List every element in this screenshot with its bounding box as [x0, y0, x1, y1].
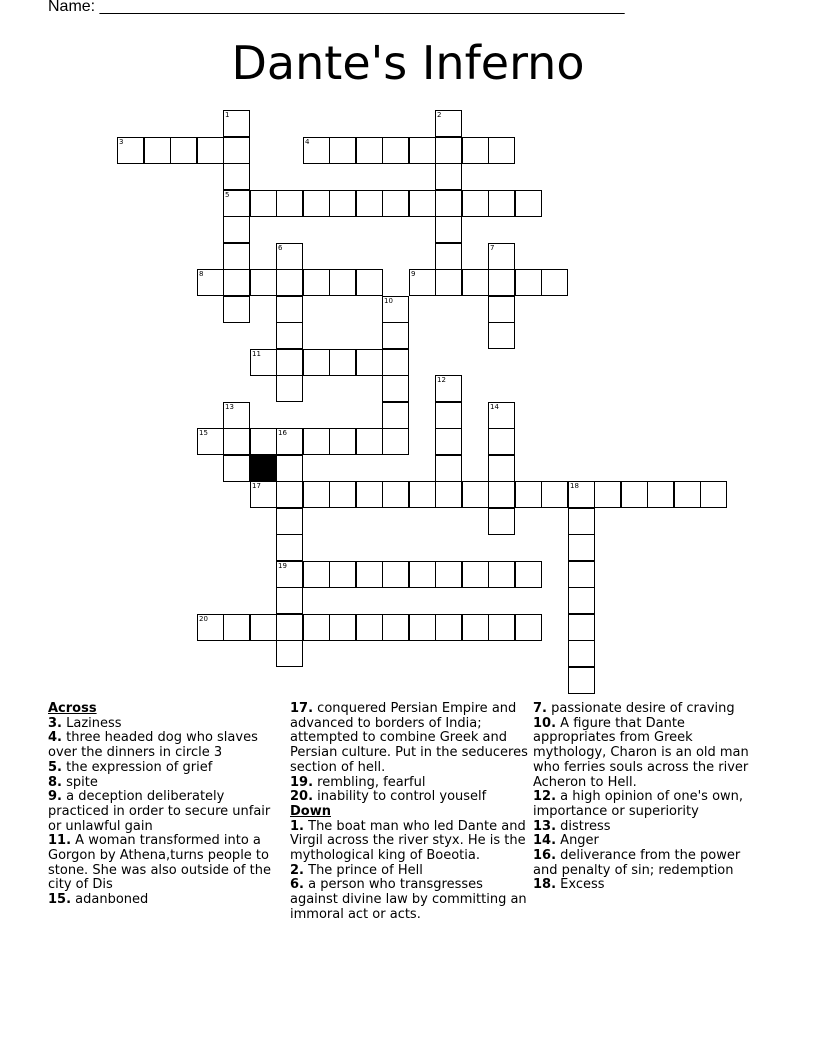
grid-cell[interactable]	[382, 137, 409, 164]
clue-number: 7	[490, 244, 495, 252]
clue-down-13: 13. distress	[533, 818, 611, 834]
grid-cell[interactable]	[488, 269, 515, 296]
grid-cell[interactable]	[329, 137, 356, 164]
clue-number: 19	[278, 562, 287, 570]
grid-cell[interactable]	[223, 110, 250, 137]
grid-cell[interactable]	[409, 614, 436, 641]
grid-cell[interactable]	[515, 269, 542, 296]
clue-number: 10	[384, 297, 393, 305]
grid-cell[interactable]	[250, 349, 277, 376]
clue-across-3: 3. Laziness	[48, 715, 122, 731]
clue-number: 17	[252, 482, 261, 490]
grid-cell[interactable]	[541, 481, 568, 508]
clue-number: 12	[437, 376, 446, 384]
grid-cell[interactable]	[329, 269, 356, 296]
grid-cell[interactable]	[303, 349, 330, 376]
grid-cell[interactable]	[462, 190, 489, 217]
grid-cell[interactable]	[303, 269, 330, 296]
grid-cell[interactable]	[276, 481, 303, 508]
grid-cell[interactable]	[488, 428, 515, 455]
clue-across-20: 20. inability to control youself	[290, 789, 487, 805]
clue-number: 3	[119, 138, 124, 146]
grid-cell[interactable]	[303, 428, 330, 455]
clue-down-12: 12. a high opinion of one's own, importance or superiority	[533, 789, 744, 819]
grid-cell[interactable]	[488, 455, 515, 482]
grid-cell[interactable]	[382, 190, 409, 217]
grid-cell[interactable]	[197, 137, 224, 164]
grid-cell[interactable]	[621, 481, 648, 508]
grid-cell[interactable]	[488, 481, 515, 508]
grid-cell[interactable]	[356, 190, 383, 217]
clue-number: 5	[225, 191, 230, 199]
clues-column-1	[48, 702, 284, 908]
grid-cell[interactable]	[276, 375, 303, 402]
grid-cell[interactable]	[515, 481, 542, 508]
clue-number: 14	[490, 403, 499, 411]
grid-cell[interactable]	[276, 561, 303, 588]
grid-cell[interactable]	[488, 296, 515, 323]
grid-cell[interactable]	[276, 614, 303, 641]
grid-cell[interactable]	[250, 190, 277, 217]
grid-cell[interactable]	[488, 137, 515, 164]
grid-cell[interactable]	[303, 190, 330, 217]
grid-cell[interactable]	[329, 561, 356, 588]
clue-number: 4	[305, 138, 310, 146]
grid-cell[interactable]	[329, 190, 356, 217]
grid-cell[interactable]	[435, 402, 462, 429]
grid-cell[interactable]	[700, 481, 727, 508]
grid-cell[interactable]	[250, 481, 277, 508]
clue-across-9: 9. a deception deliberately practiced in order to secure unfair or unlawful gain	[48, 789, 271, 834]
grid-cell[interactable]	[382, 561, 409, 588]
clue-down-2: 2. The prince of Hell	[290, 862, 423, 878]
grid-cell[interactable]	[382, 375, 409, 402]
grid-cell[interactable]	[276, 534, 303, 561]
grid-cell[interactable]	[197, 614, 224, 641]
clue-number: 15	[199, 429, 208, 437]
grid-cell[interactable]	[223, 455, 250, 482]
grid-cell[interactable]	[409, 481, 436, 508]
grid-cell[interactable]	[276, 428, 303, 455]
grid-cell[interactable]	[488, 614, 515, 641]
clue-number: 8	[199, 270, 204, 278]
grid-cell[interactable]	[250, 614, 277, 641]
grid-cell[interactable]	[303, 561, 330, 588]
across-heading: Across	[48, 701, 97, 716]
grid-cell[interactable]	[223, 216, 250, 243]
grid-cell[interactable]	[568, 508, 595, 535]
grid-cell[interactable]	[276, 322, 303, 349]
grid-cell[interactable]	[276, 296, 303, 323]
grid-cell[interactable]	[356, 614, 383, 641]
grid-cell[interactable]	[409, 561, 436, 588]
grid-cell[interactable]	[382, 322, 409, 349]
clue-number: 13	[225, 403, 234, 411]
grid-cell[interactable]	[409, 269, 436, 296]
clue-across-19: 19. rembling, fearful	[290, 774, 426, 790]
grid-cell[interactable]	[568, 481, 595, 508]
grid-cell[interactable]	[568, 534, 595, 561]
grid-cell[interactable]	[197, 269, 224, 296]
grid-cell[interactable]	[382, 428, 409, 455]
grid-cell[interactable]	[568, 667, 595, 694]
grid-cell[interactable]	[356, 561, 383, 588]
grid-cell[interactable]	[435, 481, 462, 508]
clue-number: 18	[570, 482, 579, 490]
grid-cell[interactable]	[462, 561, 489, 588]
grid-cell[interactable]	[356, 349, 383, 376]
grid-cell[interactable]	[303, 137, 330, 164]
grid-cell[interactable]	[223, 269, 250, 296]
grid-cell[interactable]	[223, 296, 250, 323]
grid-cell[interactable]	[435, 137, 462, 164]
grid-cell[interactable]	[197, 428, 224, 455]
grid-cell[interactable]	[276, 243, 303, 270]
grid-cell[interactable]	[329, 614, 356, 641]
grid-cell[interactable]	[488, 322, 515, 349]
grid-cell[interactable]	[435, 163, 462, 190]
grid-cell[interactable]	[674, 481, 701, 508]
grid-cell[interactable]	[223, 402, 250, 429]
grid-cell[interactable]	[488, 402, 515, 429]
grid-cell[interactable]	[144, 137, 171, 164]
clue-down-6: 6. a person who transgresses against divine law by committing an immoral act or acts.	[290, 877, 527, 922]
grid-cell[interactable]	[356, 269, 383, 296]
clue-number: 1	[225, 111, 230, 119]
grid-cell[interactable]	[382, 349, 409, 376]
clue-number: 2	[437, 111, 442, 119]
grid-cell[interactable]	[488, 190, 515, 217]
grid-cell[interactable]	[435, 614, 462, 641]
grid-cell[interactable]	[462, 269, 489, 296]
grid-cell[interactable]	[568, 561, 595, 588]
grid-cell[interactable]	[435, 561, 462, 588]
clue-down-10: 10. A figure that Dante appropriates from Greek mythology, Charon is an old man who ferries souls across the river Acheron to Hell.	[533, 715, 749, 790]
grid-cell[interactable]	[223, 614, 250, 641]
grid-cell[interactable]	[356, 481, 383, 508]
grid-cell[interactable]	[170, 137, 197, 164]
clue-across-11: 11. A woman transformed into a Gorgon by Athena,turns people to stone. She was also outside of the city of Dis	[48, 833, 271, 893]
clue-number: 11	[252, 350, 261, 358]
grid-cell[interactable]	[356, 137, 383, 164]
grid-cell[interactable]	[515, 561, 542, 588]
page-title: Dante's Inferno	[231, 36, 585, 90]
grid-cell[interactable]	[276, 190, 303, 217]
grid-cell[interactable]	[382, 402, 409, 429]
grid-cell[interactable]	[435, 428, 462, 455]
grid-cell[interactable]	[223, 428, 250, 455]
grid-cell[interactable]	[435, 455, 462, 482]
grid-cell[interactable]	[435, 190, 462, 217]
grid-cell[interactable]	[276, 587, 303, 614]
clue-across-15: 15. adanboned	[48, 892, 149, 908]
grid-cell[interactable]	[329, 428, 356, 455]
grid-cell[interactable]	[409, 137, 436, 164]
grid-cell[interactable]	[303, 481, 330, 508]
clue-down-16: 16. deliverance from the power and penalty of sin; redemption	[533, 848, 741, 878]
clue-number: 6	[278, 244, 283, 252]
clue-across-5: 5. the expression of grief	[48, 759, 213, 775]
grid-cell[interactable]	[435, 110, 462, 137]
grid-cell[interactable]	[329, 481, 356, 508]
grid-cell[interactable]	[382, 481, 409, 508]
grid-cell[interactable]	[568, 640, 595, 667]
grid-cell[interactable]	[435, 269, 462, 296]
grid-cell[interactable]	[515, 614, 542, 641]
name-field[interactable]: Name: ___________________________________________________________	[48, 0, 625, 15]
grid-cell[interactable]	[382, 296, 409, 323]
grid-cell[interactable]	[568, 587, 595, 614]
grid-cell[interactable]	[117, 137, 144, 164]
black-square	[250, 455, 277, 482]
grid-cell[interactable]	[382, 614, 409, 641]
grid-cell[interactable]	[329, 349, 356, 376]
grid-cell[interactable]	[435, 216, 462, 243]
clues-column-3	[533, 702, 765, 893]
grid-cell[interactable]	[435, 375, 462, 402]
grid-cell[interactable]	[276, 269, 303, 296]
grid-cell[interactable]	[488, 561, 515, 588]
grid-cell[interactable]	[223, 163, 250, 190]
grid-cell[interactable]	[568, 614, 595, 641]
clue-number: 16	[278, 429, 287, 437]
clue-number: 9	[411, 270, 416, 278]
clue-across-4: 4. three headed dog who slaves over the dinners in circle 3	[48, 730, 258, 761]
grid-cell[interactable]	[462, 481, 489, 508]
grid-cell[interactable]	[276, 455, 303, 482]
grid-cell[interactable]	[276, 349, 303, 376]
clues-column-2	[290, 702, 528, 923]
grid-cell[interactable]	[594, 481, 621, 508]
grid-cell[interactable]	[276, 508, 303, 535]
grid-cell[interactable]	[303, 614, 330, 641]
grid-cell[interactable]	[647, 481, 674, 508]
grid-cell[interactable]	[223, 243, 250, 270]
grid-cell[interactable]	[250, 269, 277, 296]
grid-cell[interactable]	[409, 190, 436, 217]
grid-cell[interactable]	[515, 190, 542, 217]
clue-down-18: 18. Excess	[533, 877, 605, 893]
grid-cell[interactable]	[356, 428, 383, 455]
down-heading: Down	[290, 803, 331, 819]
clue-across-17: 17. conquered Persian Empire and advanced to borders of India; attempted to combine Greek and Persian culture. Put in the seduceres section of hell.	[290, 701, 528, 775]
grid-cell[interactable]	[250, 428, 277, 455]
clue-across-8: 8. spite	[48, 774, 98, 790]
grid-cell[interactable]	[462, 137, 489, 164]
clue-down-7: 7. passionate desire of craving	[533, 701, 735, 716]
grid-cell[interactable]	[223, 190, 250, 217]
grid-cell[interactable]	[488, 508, 515, 535]
grid-cell[interactable]	[462, 614, 489, 641]
clue-down-14: 14. Anger	[533, 833, 599, 849]
grid-cell[interactable]	[541, 269, 568, 296]
grid-cell[interactable]	[276, 640, 303, 667]
clue-down-1: 1. The boat man who led Dante and Virgil across the river styx. He is the mythological king of Boeotia.	[290, 818, 526, 864]
grid-cell[interactable]	[488, 243, 515, 270]
grid-cell[interactable]	[223, 137, 250, 164]
grid-cell[interactable]	[435, 243, 462, 270]
clue-number: 20	[199, 615, 208, 623]
